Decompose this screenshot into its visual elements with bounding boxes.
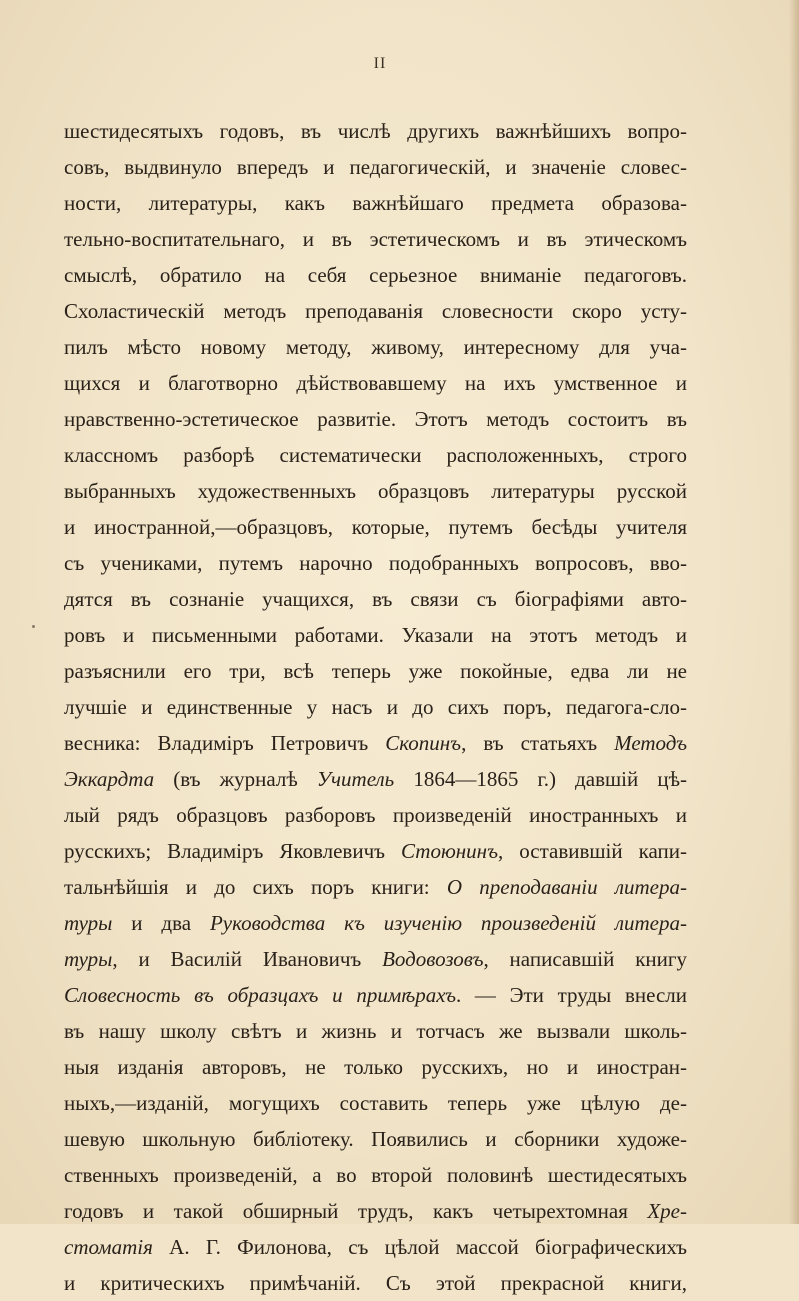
italic-segment: Стоюнинъ [400, 839, 498, 863]
italic-segment: Эккардта [64, 767, 155, 791]
text-line [64, 869, 687, 905]
text-line [64, 221, 687, 257]
margin-speck [32, 625, 35, 628]
text-line [64, 1265, 687, 1301]
text-line [64, 977, 687, 1013]
text-segment: шевую школьную библіотеку. Появились и сборники художе- [64, 1127, 687, 1151]
text-segment: и два [112, 911, 210, 935]
text-segment: смыслѣ, обратило на себя серьезное вниманіе педагоговъ. [64, 263, 687, 287]
text-segment: ныхъ,—изданій, могущихъ составить теперь уже цѣлую де- [64, 1091, 687, 1115]
text-segment: выбранныхъ художественныхъ образцовъ литературы русской [64, 479, 687, 503]
page-edge-shadow [789, 0, 799, 1224]
text-segment: годовъ и такой обширный трудъ, какъ четырехтомная [64, 1199, 648, 1223]
text-segment: 1864—1865 г.) давшій цѣ- [394, 767, 687, 791]
text-segment: ности, литературы, какъ важнѣйшаго предмета образова- [64, 191, 687, 215]
italic-segment: Словесность въ образцахъ и примѣрахъ [64, 983, 456, 1007]
text-line [64, 833, 687, 869]
italic-segment: О преподаваніи литера- [446, 875, 687, 899]
text-segment: тельно-воспитательнаго, и въ эстетическомъ и въ этическомъ [64, 227, 687, 251]
text-line [64, 293, 687, 329]
text-segment: Схоластическій методъ преподаванія словесности скоро усту- [64, 299, 687, 323]
text-line [64, 725, 687, 761]
text-segment: тальнѣйшія и до сихъ поръ книги: [64, 875, 447, 899]
text-segment: пилъ мѣсто новому методу, живому, интересному для уча- [64, 335, 687, 359]
text-line [64, 473, 687, 509]
italic-segment: Водовозовъ [382, 947, 484, 971]
text-line [64, 905, 687, 941]
text-line [64, 1049, 687, 1085]
text-line [64, 509, 687, 545]
text-segment: лучшіе и единственные у насъ и до сихъ поръ, педагога-сло- [64, 695, 687, 719]
italic-segment: Руководства къ изученію произведеній литера- [209, 911, 687, 935]
body-text [64, 113, 687, 1301]
text-segment: ныя изданія авторовъ, не только русскихъ, но и иностран- [64, 1055, 687, 1079]
text-segment: , написавшій книгу [483, 947, 687, 971]
text-line [64, 689, 687, 725]
text-line [64, 1085, 687, 1121]
text-segment: , и Василій Ивановичъ [112, 947, 383, 971]
text-segment: А. Г. Филонова, съ цѣлой массой біографическихъ [152, 1235, 687, 1259]
text-line [64, 653, 687, 689]
text-line [64, 257, 687, 293]
text-line [64, 617, 687, 653]
text-segment: совъ, выдвинуло впередъ и педагогическій, и значеніе словес- [64, 155, 687, 179]
text-segment: русскихъ; Владиміръ Яковлевичъ [64, 839, 401, 863]
text-segment: шестидесятыхъ годовъ, въ числѣ другихъ важнѣйшихъ вопро- [64, 119, 687, 143]
text-line [64, 545, 687, 581]
text-segment: весника: Владиміръ Петровичъ [64, 731, 386, 755]
text-line [64, 1157, 687, 1193]
text-segment: лый рядъ образцовъ разборовъ произведеній иностранныхъ и [64, 803, 687, 827]
italic-segment: Хре- [647, 1199, 687, 1223]
text-line [64, 113, 687, 149]
text-line [64, 185, 687, 221]
text-line [64, 1121, 687, 1157]
text-segment: и критическихъ примѣчаній. Съ этой прекрасной книги, [64, 1271, 687, 1295]
text-segment: дятся въ сознаніе учащихся, въ связи съ біографіями авто- [64, 587, 687, 611]
text-segment: , оставившій капи- [498, 839, 687, 863]
text-segment: , въ статьяхъ [461, 731, 615, 755]
text-line [64, 365, 687, 401]
italic-segment: Методъ [614, 731, 687, 755]
text-segment: ственныхъ произведеній, а во второй половинѣ шестидесятыхъ [64, 1163, 687, 1187]
text-segment: щихся и благотворно дѣйствовавшему на ихъ умственное и [64, 371, 687, 395]
text-line [64, 581, 687, 617]
italic-segment: Скопинъ [385, 731, 462, 755]
text-segment: ровъ и письменными работами. Указали на этотъ методъ и [64, 623, 687, 647]
text-line [64, 437, 687, 473]
text-segment: классномъ разборѣ систематически расположенныхъ, строго [64, 443, 687, 467]
text-segment: и иностранной,—образцовъ, которые, путемъ бесѣды учителя [64, 515, 687, 539]
text-line [64, 761, 687, 797]
text-segment: въ нашу школу свѣтъ и жизнь и тотчасъ же вызвали школь- [64, 1019, 687, 1043]
italic-segment: туры [64, 947, 113, 971]
text-line [64, 149, 687, 185]
text-line [64, 1229, 687, 1265]
page-number: II [373, 55, 387, 72]
text-line [64, 329, 687, 365]
italic-segment: стоматія [64, 1235, 153, 1259]
italic-segment: Учитель [316, 767, 395, 791]
text-segment: (въ журналѣ [154, 767, 317, 791]
text-segment: съ учениками, путемъ нарочно подобранныхъ вопросовъ, вво- [64, 551, 687, 575]
text-line [64, 1013, 687, 1049]
text-line [64, 401, 687, 437]
text-line [64, 941, 687, 977]
text-segment: нравственно-эстетическое развитіе. Этотъ методъ состоитъ въ [64, 407, 687, 431]
text-line [64, 797, 687, 833]
text-segment: разъяснили его три, всѣ теперь уже покойные, едва ли не [64, 659, 687, 683]
text-segment: . — Эти труды внесли [455, 983, 687, 1007]
italic-segment: туры [64, 911, 113, 935]
